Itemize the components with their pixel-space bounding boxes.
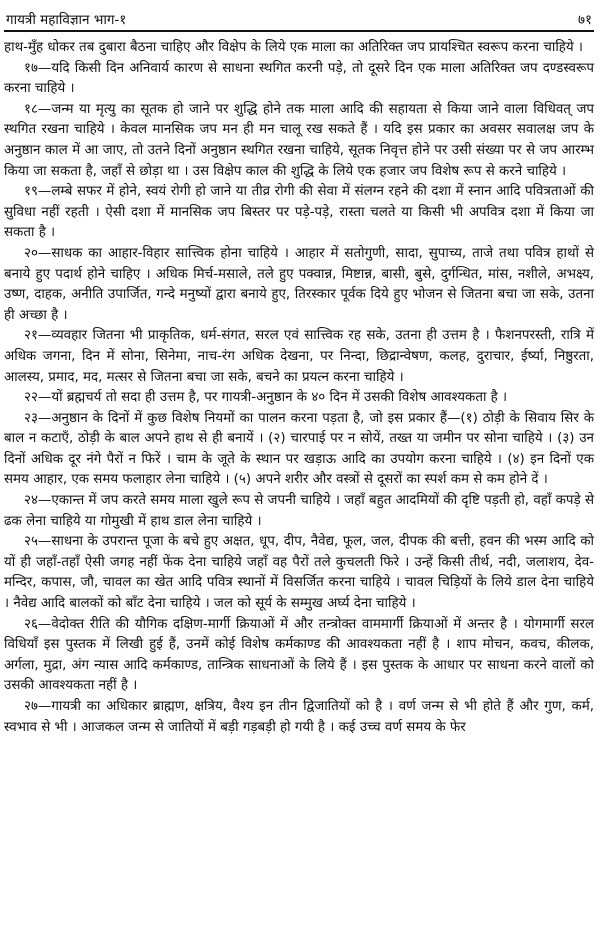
paragraph-26: २६—वेदोक्त रीति की यौगिक दक्षिण-मार्गी क्रियाओं में और तन्त्रोक्त वाममार्गी क्रियाओं में अन्तर है । योगमार्गी सरल विधियाँ इस पुस्तक में लिखी हुई हैं, उनमें कोई विशेष कर्मकाण्ड की आवश्यकता नहीं है । शाप मोचन, कवच, कीलक, अर्गला, मुद्रा, अंग न्यास आदि कर्मकाण्ड, तान्त्रिक साधनाओं के लिये हैं । इस पुस्तक के आधार पर साधना करने वालों को उसकी आवश्यकता नहीं है । bbox=[4, 616, 594, 694]
paragraph-18: १८—जन्म या मृत्यु का सूतक हो जाने पर शुद्धि होने तक माला आदि की सहायता से किया जाने वाला विधिवत् जप स्थगित रखना चाहिये । केवल मानसिक जप मन ही मन चालू रख सकते हैं । यदि इस प्रकार का अवसर सवालक्ष जप के अनुष्ठान काल में आ जाए, तो उतने दिनों अनुष्ठान स्थगित रखना चाहिये, सूतक निवृत्त होने पर उसी संख्या पर से जप आरम्भ किया जा सकता है, जहाँ से छोड़ा था । उस विक्षेप काल की शुद्धि के लिये एक हजार जप विशेष रूप से करने चाहिये । bbox=[4, 101, 594, 179]
running-title: गायत्री महाविज्ञान भाग-१ bbox=[6, 12, 127, 28]
paragraph-19: १९—लम्बे सफर में होने, स्वयं रोगी हो जाने या तीव्र रोगी की सेवा में संलग्न रहने की दशा में स्नान आदि पवित्रताओं की सुविधा नहीं रहती । ऐसी दशा में मानसिक जप बिस्तर पर पड़े-पड़े, रास्ता चलते या किसी भी अपवित्र दशा में किया जा सकता है । bbox=[4, 184, 594, 241]
page-number: ७१ bbox=[577, 12, 592, 28]
paragraph-25: २५—साधना के उपरान्त पूजा के बचे हुए अक्षत, धूप, दीप, नैवेद्य, फूल, जल, दीपक की बत्ती, हवन की भस्म आदि को यों ही जहाँ-तहाँ ऐसी जगह नहीं फेंक देना चाहिये जहाँ वह पैरों तले कुचलती फिरे । उन्हें किसी तीर्थ, नदी, जलाशय, देव-मन्दिर, कपास, जौ, चावल का खेत आदि पवित्र स्थानों में विसर्जित करना चाहिये । चावल चिड़ियों के लिये डाल देना चाहिये । नैवेद्य आदि बालकों को बाँट देना चाहिये । जल को सूर्य के सम्मुख अर्घ्य देना चाहिये । bbox=[4, 534, 594, 612]
page-header bbox=[4, 4, 594, 32]
paragraph-17: १७—यदि किसी दिन अनिवार्य कारण से साधना स्थगित करनी पड़े, तो दूसरे दिन एक माला अतिरिक्त जप दण्डस्वरूप करना चाहिये । bbox=[4, 60, 594, 97]
paragraph-22: २२—यों ब्रह्मचर्य तो सदा ही उत्तम है, पर गायत्री-अनुष्ठान के ४० दिन में उसकी विशेष आवश्यकता है । bbox=[24, 390, 508, 406]
paragraph-27: २७—गायत्री का अधिकार ब्राह्मण, क्षत्रिय, वैश्य इन तीन द्विजातियों को है । वर्ण जन्म से भी होते हैं और गुण, कर्म, स्वभाव से भी । आजकल जन्म से जातियों में बड़ी गड़बड़ी हो गयी है । कई उच्च वर्ण समय के फेर bbox=[4, 699, 594, 735]
paragraph-21: २१—व्यवहार जितना भी प्राकृतिक, धर्म-संगत, सरल एवं सात्त्विक रह सके, उतना ही उत्तम है । फैशनपरस्ती, रात्रि में अधिक जगना, दिन में सोना, सिनेमा, नाच-रंग अधिक देखना, पर निन्दा, छिद्रान्वेषण, कलह, दुराचार, ईर्ष्या, निष्ठुरता, आलस्य, प्रमाद, मद, मत्सर से जितना बचा जा सके, बचने का प्रयत्न करना चाहिये । bbox=[4, 328, 594, 385]
page-body bbox=[4, 38, 594, 738]
paragraph-continuation: हाथ-मुँह धोकर तब दुबारा बैठना चाहिए और विक्षेप के लिये एक माला का अतिरिक्त जप प्रायश्चित स्वरूप करना चाहिये । bbox=[4, 40, 583, 55]
paragraph-24: २४—एकान्त में जप करते समय माला खुले रूप से जपनी चाहिये । जहाँ बहुत आदमियों की दृष्टि पड़ती हो, वहाँ कपड़े से ढक लेना चाहिये या गोमुखी में हाथ डाल लेना चाहिये । bbox=[4, 493, 594, 529]
paragraph-20: २०—साधक का आहार-विहार सात्त्विक होना चाहिये । आहार में सतोगुणी, सादा, सुपाच्य, ताजे तथा पवित्र हाथों से बनाये हुए पदार्थ होने चाहिए । अधिक मिर्च-मसाले, तले हुए पक्वान्न, मिष्टान्न, बासी, बुसे, दुर्गन्धित, मांस, नशीले, अभक्ष्य, उष्ण, दाहक, अनीति उपार्जित, गन्दे मनुष्यों द्वारा बनाये हुए, तिरस्कार पूर्वक दिये हुए भोजन से जितना बचा जा सके, उतना ही अच्छा है । bbox=[4, 245, 594, 323]
paragraph-23: २३—अनुष्ठान के दिनों में कुछ विशेष नियमों का पालन करना पड़ता है, जो इस प्रकार हैं—(१) ठोड़ी के सिवाय सिर के बाल न कटाएँ, ठोड़ी के बाल अपने हाथ से ही बनायें । (२) चारपाई पर न सोयें, तख्त या जमीन पर सोना चाहिये । (३) उन दिनों अधिक दूर नंगे पैरों न फिरें । चाम के जूते के स्थान पर खड़ाऊ आदि का उपयोग करना चाहिये । (४) इन दिनों एक समय आहार, एक समय फलाहार लेना चाहिये । (५) अपने शरीर और वस्त्रों से दूसरों का स्पर्श कम से कम होने दें । bbox=[4, 410, 594, 488]
